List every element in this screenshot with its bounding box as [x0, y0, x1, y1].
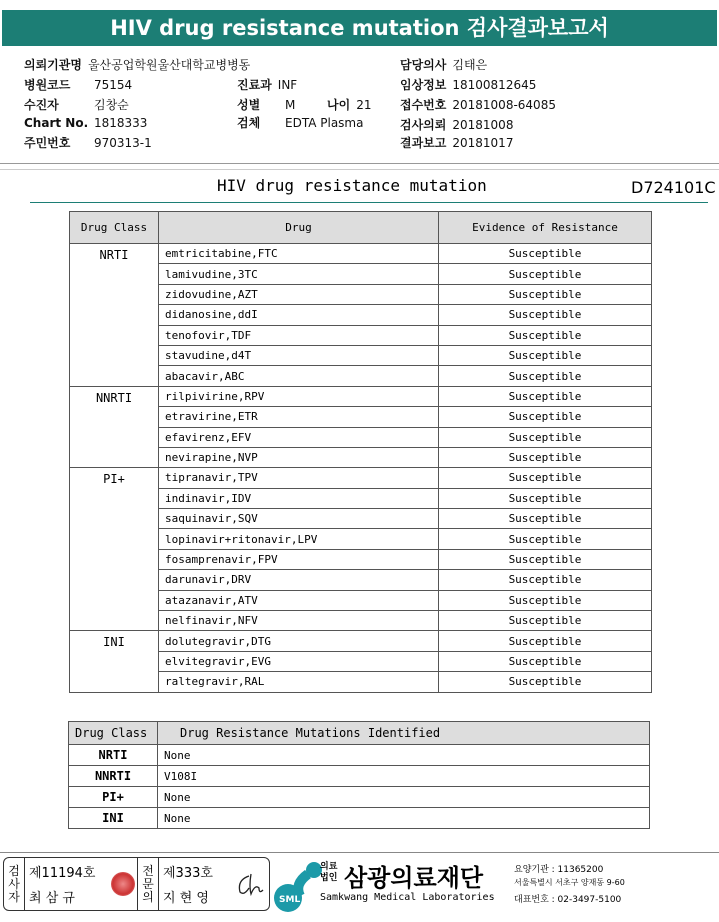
request-row: [400, 116, 513, 133]
org-name: 삼광의료재단: [344, 864, 484, 892]
drug-class-cell: INI: [70, 631, 159, 692]
label: 검사의뢰: [400, 118, 447, 132]
table-row: [70, 386, 652, 406]
evidence-cell: Susceptible: [439, 386, 652, 406]
logo-text: SML: [279, 895, 301, 905]
value: 김태은: [452, 58, 488, 72]
address: 서울특별시 서초구 양재동 9-60: [514, 878, 625, 887]
evidence-cell: Susceptible: [439, 468, 652, 488]
drug-cell: dolutegravir,DTG: [159, 631, 439, 651]
drug-cell: raltegravir,RAL: [159, 672, 439, 692]
drug-cell: efavirenz,EFV: [159, 427, 439, 447]
drug-class-cell: NNRTI: [69, 766, 158, 787]
report-title: HIV drug resistance mutation 검사결과보고서: [2, 10, 717, 46]
seal-icon: [111, 872, 135, 896]
table-row: [70, 631, 652, 651]
drug-cell: didanosine,ddI: [159, 305, 439, 325]
value: 75154: [94, 78, 133, 92]
drug-cell: etravirine,ETR: [159, 407, 439, 427]
evidence-cell: Susceptible: [439, 447, 652, 467]
org-english: Samkwang Medical Laboratories: [320, 892, 495, 903]
table-row: [69, 808, 650, 829]
label: 담당의사: [400, 58, 447, 72]
evidence-cell: Susceptible: [439, 631, 652, 651]
mutations-cell: None: [158, 787, 650, 808]
drug-class-cell: PI+: [70, 468, 159, 631]
header-mutations: Drug Resistance Mutations Identified: [158, 722, 650, 745]
evidence-cell: Susceptible: [439, 590, 652, 610]
footer: [0, 850, 719, 922]
evidence-cell: Susceptible: [439, 488, 652, 508]
drug-cell: elvitegravir,EVG: [159, 651, 439, 671]
value: 김창순: [94, 98, 129, 112]
specialist-name: 지 현 영: [163, 891, 209, 906]
evidence-cell: Susceptible: [439, 284, 652, 304]
label: 검체: [237, 116, 261, 130]
institution-code: 요양기관 : 11365200: [514, 865, 604, 875]
receipt-row: [400, 96, 556, 113]
examiner-name: 최 삼 규: [29, 891, 75, 906]
drug-cell: zidovudine,AZT: [159, 284, 439, 304]
mutations-cell: None: [158, 745, 650, 766]
drug-cell: darunavir,DRV: [159, 570, 439, 590]
value: 20181008-64085: [452, 98, 556, 112]
drug-cell: stavudine,d4T: [159, 345, 439, 365]
id-row: [24, 134, 152, 151]
label: 성별: [237, 98, 261, 112]
value: INF: [277, 78, 298, 92]
drug-cell: nelfinavir,NFV: [159, 611, 439, 631]
evidence-cell: Susceptible: [439, 672, 652, 692]
value: EDTA Plasma: [285, 116, 364, 130]
mutations-table: [68, 721, 650, 829]
report-code: D724101C: [631, 178, 716, 197]
drug-cell: lamivudine,3TC: [159, 264, 439, 284]
drug-cell: indinavir,IDV: [159, 488, 439, 508]
specialist-label: 전문의: [138, 858, 159, 910]
drug-cell: emtricitabine,FTC: [159, 244, 439, 264]
drug-cell: rilpivirine,RPV: [159, 386, 439, 406]
label: 접수번호: [400, 98, 447, 112]
drug-class-cell: NNRTI: [70, 386, 159, 468]
signature-mark-icon: [235, 870, 265, 898]
drug-class-cell: PI+: [69, 787, 158, 808]
divider: [0, 169, 719, 170]
drug-class-cell: NRTI: [69, 745, 158, 766]
examiner: [25, 858, 138, 910]
evidence-cell: Susceptible: [439, 611, 652, 631]
value: 20181017: [452, 136, 514, 150]
table-row: [69, 787, 650, 808]
header-drug: Drug: [159, 212, 439, 244]
drug-cell: fosamprenavir,FPV: [159, 549, 439, 569]
label: 임상정보: [400, 78, 447, 92]
evidence-cell: Susceptible: [439, 325, 652, 345]
chart-row: [24, 116, 147, 130]
report-date-row: [400, 134, 513, 151]
drug-class-cell: INI: [69, 808, 158, 829]
value: 970313-1: [94, 136, 152, 150]
specialist-number: 제333호: [163, 866, 213, 881]
institution-row: [24, 56, 250, 73]
clinical-row: [400, 76, 536, 93]
examiner-number: 제11194호: [29, 866, 96, 881]
value: M: [285, 98, 296, 112]
drug-cell: lopinavir+ritonavir,LPV: [159, 529, 439, 549]
evidence-cell: Susceptible: [439, 305, 652, 325]
label: 병원코드: [24, 78, 71, 92]
drug-cell: tipranavir,TPV: [159, 468, 439, 488]
value: 울산공업학원울산대학교병병동: [87, 58, 251, 72]
hospital-code-row: [24, 76, 132, 93]
examiner-label: 검사자: [4, 858, 25, 910]
label: 진료과: [237, 78, 272, 92]
evidence-cell: Susceptible: [439, 529, 652, 549]
label: 결과보고: [400, 136, 447, 150]
signature-box: [3, 857, 270, 911]
table-row: [70, 468, 652, 488]
drug-class-cell: NRTI: [70, 244, 159, 387]
drug-cell: nevirapine,NVP: [159, 447, 439, 467]
label: 수진자: [24, 98, 59, 112]
specialist: [159, 858, 267, 910]
evidence-cell: Susceptible: [439, 570, 652, 590]
label: Chart No.: [24, 116, 89, 130]
patient-row: [24, 96, 129, 113]
value: 20181008: [452, 118, 514, 132]
mutations-cell: V108I: [158, 766, 650, 787]
evidence-cell: Susceptible: [439, 244, 652, 264]
drug-cell: tenofovir,TDF: [159, 325, 439, 345]
mutations-cell: None: [158, 808, 650, 829]
value: 21: [356, 98, 372, 112]
doctor-row: [400, 56, 487, 73]
divider: [30, 202, 708, 203]
evidence-cell: Susceptible: [439, 427, 652, 447]
evidence-cell: Susceptible: [439, 345, 652, 365]
header-drug-class: Drug Class: [69, 722, 158, 745]
sex-age-row: [237, 96, 371, 113]
divider: [0, 163, 719, 164]
drug-resistance-table: [69, 211, 652, 693]
dept-row: [237, 76, 297, 93]
drug-cell: abacavir,ABC: [159, 366, 439, 386]
evidence-cell: Susceptible: [439, 509, 652, 529]
value: 18100812645: [452, 78, 537, 92]
evidence-cell: Susceptible: [439, 407, 652, 427]
header-evidence: Evidence of Resistance: [439, 212, 652, 244]
header-drug-class: Drug Class: [70, 212, 159, 244]
table-row: [70, 244, 652, 264]
logo: [272, 860, 625, 916]
label: 주민번호: [24, 136, 71, 150]
label: 의뢰기관명: [24, 58, 82, 72]
evidence-cell: Susceptible: [439, 549, 652, 569]
table-row: [69, 745, 650, 766]
label: 나이: [327, 98, 351, 112]
evidence-cell: Susceptible: [439, 366, 652, 386]
evidence-cell: Susceptible: [439, 264, 652, 284]
drug-cell: saquinavir,SQV: [159, 509, 439, 529]
sml-logo-icon: [272, 860, 322, 912]
org-type: 의료법인: [320, 862, 338, 883]
phone: 대표번호 : 02-3497-5100: [514, 895, 622, 905]
table-row: [69, 766, 650, 787]
value: 1818333: [94, 116, 148, 130]
drug-cell: atazanavir,ATV: [159, 590, 439, 610]
section-title: HIV drug resistance mutation: [217, 176, 487, 195]
specimen-row: [237, 114, 363, 131]
evidence-cell: Susceptible: [439, 651, 652, 671]
